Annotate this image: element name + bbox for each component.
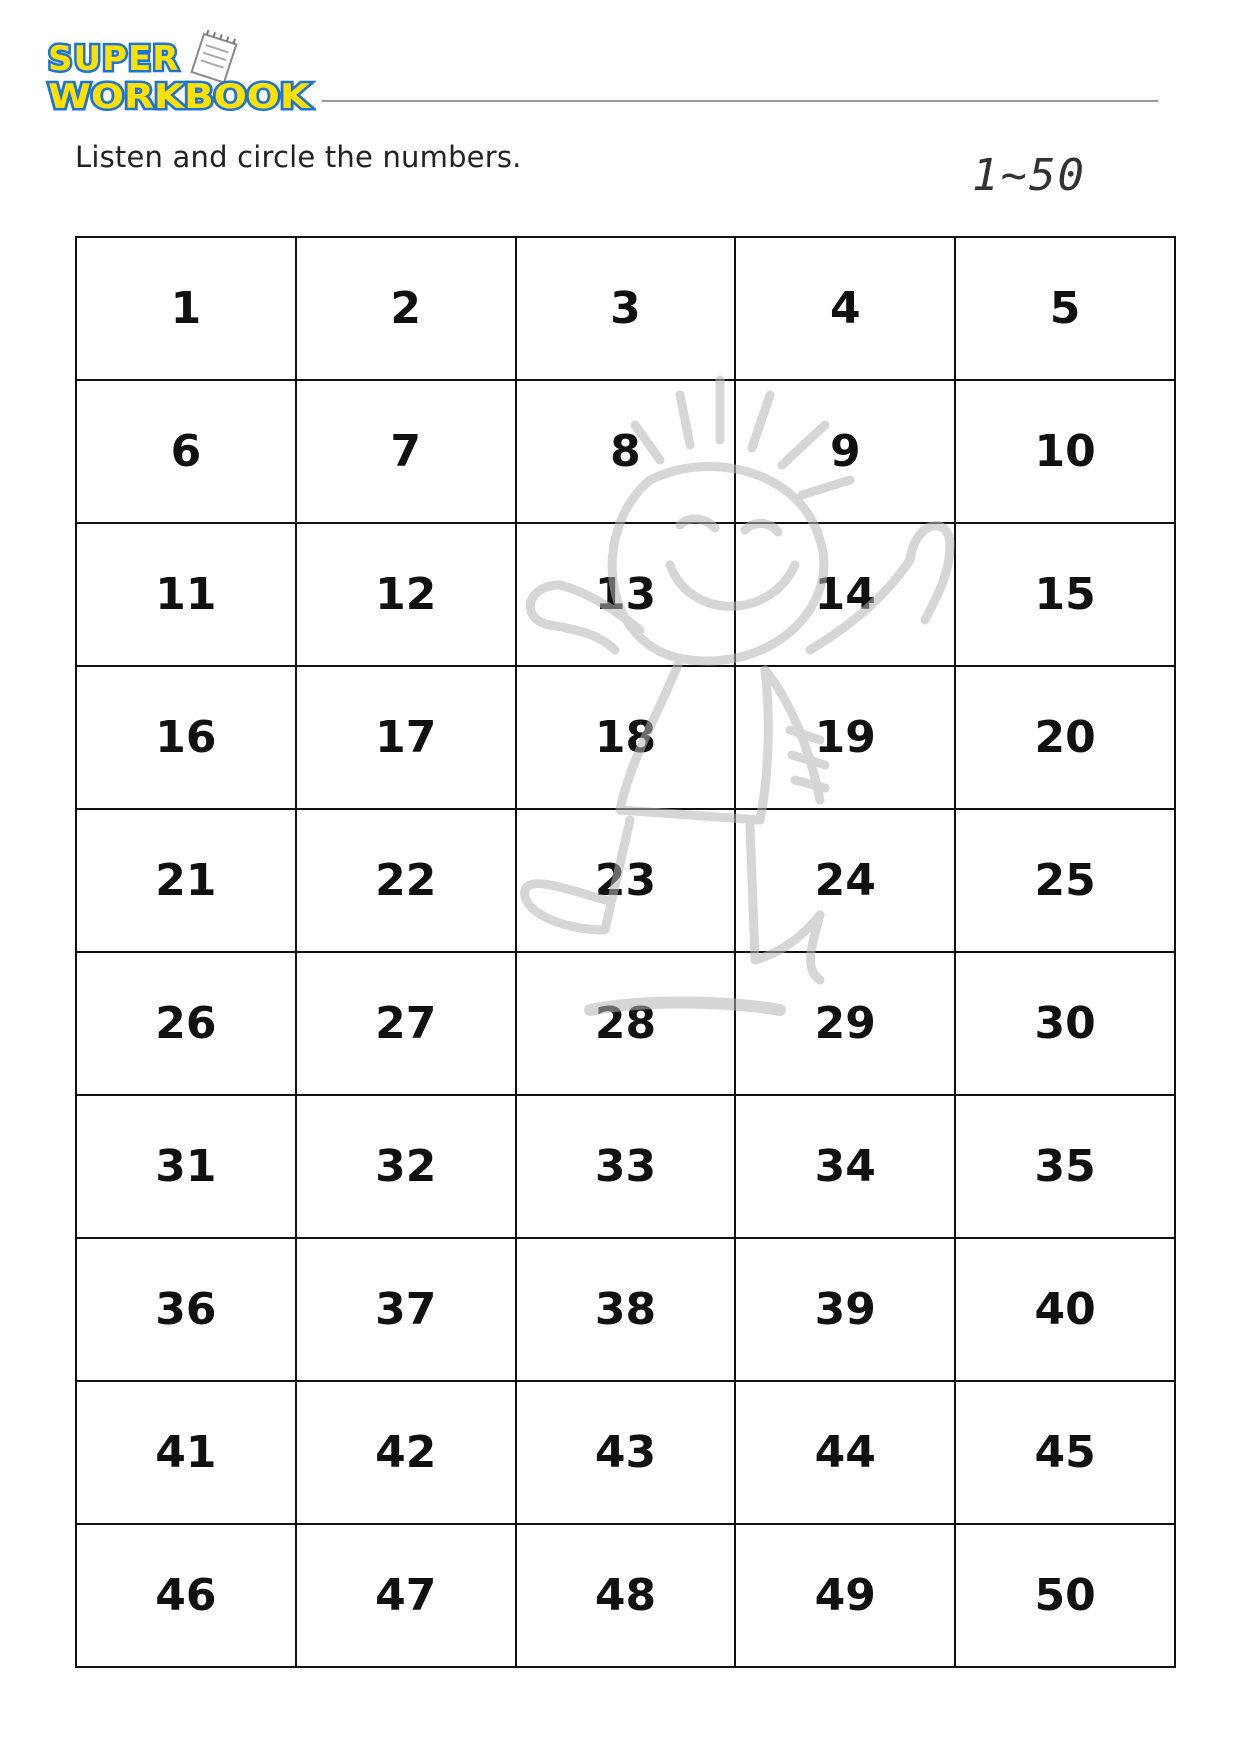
number-cell[interactable]: 3 (516, 237, 736, 380)
number-cell[interactable]: 27 (296, 952, 516, 1095)
number-cell[interactable]: 48 (516, 1524, 736, 1667)
grid-row (76, 809, 1175, 952)
number-cell[interactable]: 21 (76, 809, 296, 952)
number-cell[interactable]: 44 (735, 1381, 955, 1524)
number-cell[interactable]: 31 (76, 1095, 296, 1238)
number-cell[interactable]: 5 (955, 237, 1175, 380)
number-cell[interactable]: 10 (955, 380, 1175, 523)
notepad-icon (192, 30, 238, 83)
number-cell[interactable]: 23 (516, 809, 736, 952)
number-cell[interactable]: 36 (76, 1238, 296, 1381)
number-cell[interactable]: 8 (516, 380, 736, 523)
number-cell[interactable]: 16 (76, 666, 296, 809)
number-cell[interactable]: 1 (76, 237, 296, 380)
number-cell[interactable]: 28 (516, 952, 736, 1095)
range-label: 1~50 (972, 150, 1086, 201)
number-cell[interactable]: 19 (735, 666, 955, 809)
number-cell[interactable]: 32 (296, 1095, 516, 1238)
grid-row (76, 237, 1175, 380)
number-cell[interactable]: 41 (76, 1381, 296, 1524)
number-cell[interactable]: 35 (955, 1095, 1175, 1238)
number-cell[interactable]: 40 (955, 1238, 1175, 1381)
number-cell[interactable]: 45 (955, 1381, 1175, 1524)
grid-row (76, 1524, 1175, 1667)
logo-line-super: SUPER (48, 39, 180, 79)
number-cell[interactable]: 42 (296, 1381, 516, 1524)
number-cell[interactable]: 50 (955, 1524, 1175, 1667)
number-grid (75, 236, 1176, 1668)
number-cell[interactable]: 38 (516, 1238, 736, 1381)
number-cell[interactable]: 12 (296, 523, 516, 666)
number-cell[interactable]: 2 (296, 237, 516, 380)
number-cell[interactable]: 24 (735, 809, 955, 952)
logo-line-workbook: WORKBOOK (48, 77, 312, 116)
super-workbook-logo (44, 30, 316, 116)
number-cell[interactable]: 11 (76, 523, 296, 666)
grid-row (76, 1095, 1175, 1238)
number-cell[interactable]: 37 (296, 1238, 516, 1381)
number-cell[interactable]: 20 (955, 666, 1175, 809)
number-cell[interactable]: 30 (955, 952, 1175, 1095)
grid-row (76, 1381, 1175, 1524)
header-rule (322, 100, 1158, 102)
grid-row (76, 380, 1175, 523)
number-cell[interactable]: 29 (735, 952, 955, 1095)
number-cell[interactable]: 9 (735, 380, 955, 523)
grid-row (76, 666, 1175, 809)
number-cell[interactable]: 18 (516, 666, 736, 809)
grid-row (76, 952, 1175, 1095)
number-cell[interactable]: 43 (516, 1381, 736, 1524)
instruction-text: Listen and circle the numbers. (75, 140, 522, 174)
number-cell[interactable]: 39 (735, 1238, 955, 1381)
number-cell[interactable]: 26 (76, 952, 296, 1095)
number-cell[interactable]: 33 (516, 1095, 736, 1238)
number-cell[interactable]: 22 (296, 809, 516, 952)
number-cell[interactable]: 34 (735, 1095, 955, 1238)
logo-icon (44, 30, 316, 116)
number-cell[interactable]: 47 (296, 1524, 516, 1667)
number-cell[interactable]: 4 (735, 237, 955, 380)
number-cell[interactable]: 46 (76, 1524, 296, 1667)
number-cell[interactable]: 49 (735, 1524, 955, 1667)
number-cell[interactable]: 6 (76, 380, 296, 523)
number-cell[interactable]: 25 (955, 809, 1175, 952)
number-cell[interactable]: 7 (296, 380, 516, 523)
number-cell[interactable]: 15 (955, 523, 1175, 666)
grid-row (76, 523, 1175, 666)
number-cell[interactable]: 13 (516, 523, 736, 666)
grid-row (76, 1238, 1175, 1381)
number-cell[interactable]: 14 (735, 523, 955, 666)
number-cell[interactable]: 17 (296, 666, 516, 809)
